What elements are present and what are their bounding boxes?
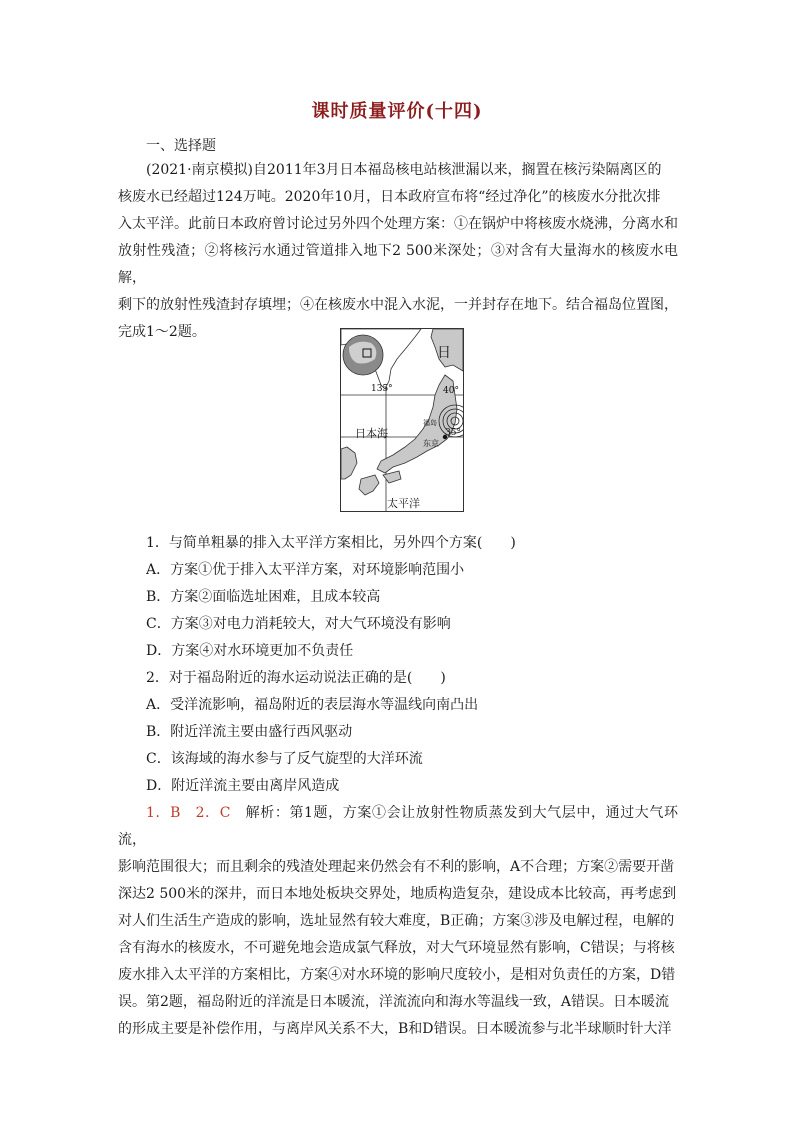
intro-line: 入太平洋。此前日本政府曾讨论过另外四个处理方案：①在锅炉中将核废水烧沸，分离水和 [118, 216, 678, 232]
answer-line: 深达2 500米的深井，而日本地处板块交界处，地质构造复杂，建设成本比较高，再考虑到 [118, 886, 677, 902]
intro-line: 放射性残渣；②将核污水通过管道排入地下2 500米深处；③对含有大量海水的核废水电解， [118, 243, 678, 286]
section-heading: 一、选择题 [146, 138, 216, 154]
map-lon-135: 135° [371, 384, 393, 394]
answer-line: 影响范围很大；而且剩余的残渣处理起来仍然会有不利的影响，A不合理；方案②需要开凿 [118, 859, 675, 875]
answer-keys: 1．B 2．C [146, 805, 231, 821]
intro-paragraph [118, 157, 678, 346]
answer-first-line [118, 800, 678, 854]
fukushima-map [340, 328, 464, 512]
q2-stem: 2．对于福岛附近的海水运动说法正确的是( ) [146, 670, 446, 686]
q2-option-a: A．受洋流影响，福岛附近的表层海水等温线向南凸出 [146, 697, 479, 713]
map-label-japan: 日 [437, 345, 451, 361]
intro-line: 剩下的放射性残渣封存填埋；④在核废水中混入水泥，一并封存在地下。结合福岛位置图， [118, 297, 678, 313]
q1-option-b: B．方案②面临选址困难，且成本较高 [146, 589, 381, 605]
answer-line: 废水排入太平洋的方案相比，方案④对水环境的影响尺度较小，是相对负责任的方案，D错 [118, 967, 676, 983]
intro-line: 完成1～2题。 [118, 324, 206, 340]
page-title: 课时质量评价(十四) [311, 101, 483, 122]
q1-option-d: D．方案④对水环境更加不负责任 [146, 643, 354, 659]
answer-line: 的形成主要是补偿作用，与离岸风关系不大，B和D错误。日本暖流参与北半球顺时针大洋 [118, 1021, 672, 1037]
map-lat-35: 35° [445, 428, 461, 438]
q2-option-b: B．附近洋流主要由盛行西风驱动 [146, 724, 353, 740]
map-lat-40: 40° [443, 386, 459, 396]
answer-explanation [118, 800, 678, 1043]
answer-line: 对人们生活生产造成的影响，选址显然有较大难度，B正确；方案③涉及电解过程，电解的 [118, 913, 675, 929]
intro-line: 核废水已经超过124万吨。2020年10月，日本政府宣布将“经过净化”的核废水分批次排 [118, 189, 661, 205]
answer-line: 误。第2题，福岛附近的洋流是日本暖流，洋流流向和海水等温线一致，A错误。日本暖流 [118, 994, 670, 1010]
q1-option-c: C．方案③对电力消耗较大，对大气环境没有影响 [146, 616, 451, 632]
map-label-sea: 日本海 [355, 427, 388, 440]
answer-first-text: 解析：第1题，方案①会让放射性物质蒸发到大气层中，通过大气环流， [118, 805, 678, 848]
q1-stem: 1．与简单粗暴的排入太平洋方案相比，另外四个方案( ) [146, 535, 516, 551]
q1-option-a: A．方案①优于排入太平洋方案，对环境影响范围小 [146, 562, 465, 578]
q2-option-d: D．附近洋流主要由离岸风造成 [146, 778, 340, 794]
q2-option-c: C．该海域的海水参与了反气旋型的大洋环流 [146, 751, 423, 767]
intro-line: (2021·南京模拟)自2011年3月日本福岛核电站核泄漏以来，搁置在核污染隔离区的 [146, 162, 662, 178]
map-label-pacific: 太平洋 [387, 497, 420, 510]
map-label-fukushima: 福岛 [423, 419, 437, 427]
map-label-tokyo: 东京 [423, 439, 439, 448]
answer-line: 含有海水的核废水，不可避免地会造成氯气释放，对大气环境显然有影响，C错误；与将核 [118, 940, 675, 956]
